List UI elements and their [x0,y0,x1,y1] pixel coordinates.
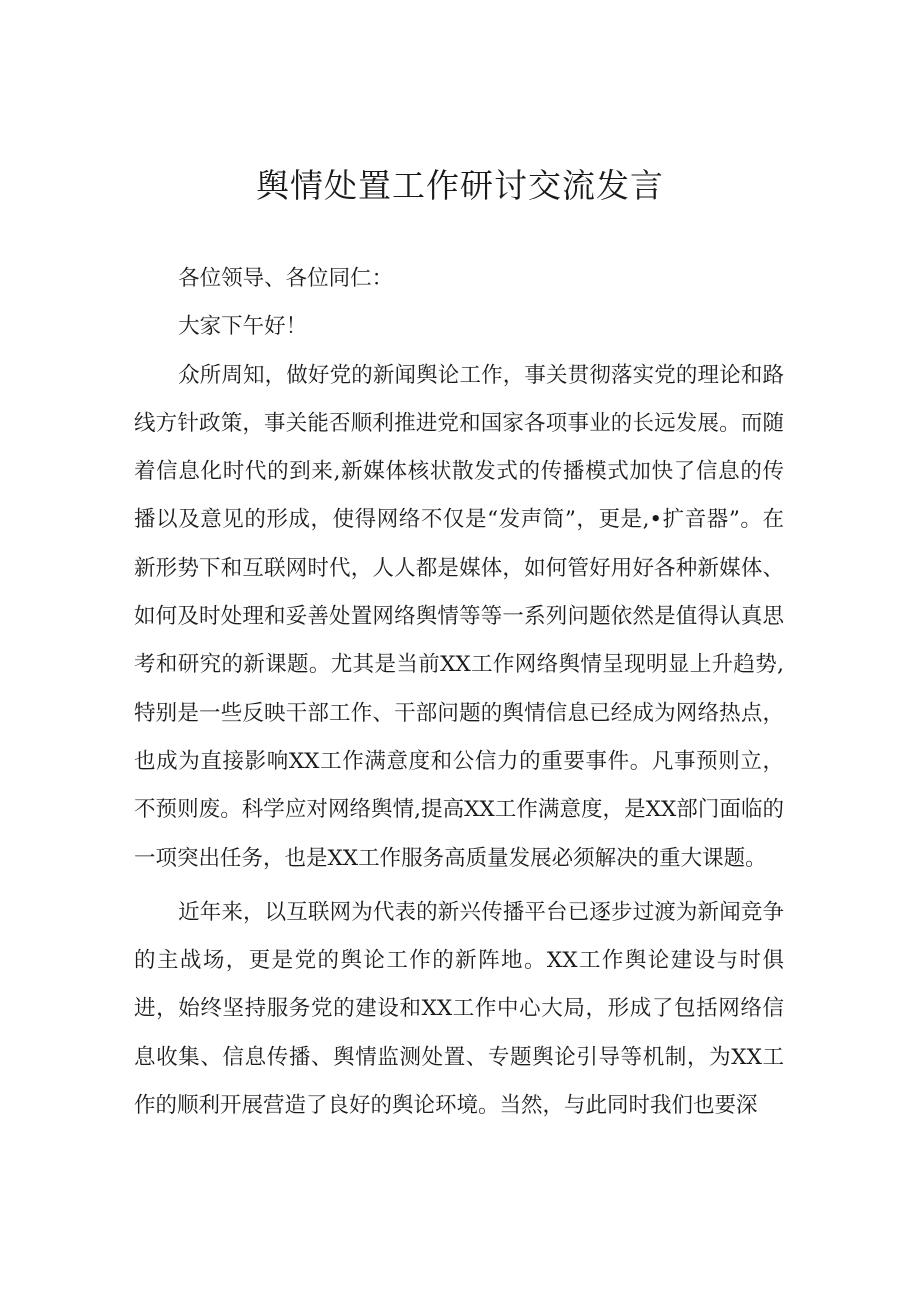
paragraph: 近年来，以互联网为代表的新兴传播平台已逐步过渡为新闻竞争的主战场，更是党的舆论工作的新阵地。XX工作舆论建设与时俱进，始终坚持服务党的建设和XX工作中心大局，形成了包括网络信息收集、信息传播、舆情监测处置、专题舆论引导等机制，为XX工作的顺利开展营造了良好的舆论环境。当然，与此同时我们也要深 [134,899,784,1119]
greeting: 大家下午好！ [178,314,308,340]
document-body [134,255,784,1130]
document-title: 舆情处置工作研讨交流发言 [256,166,664,205]
salutation: 各位领导、各位同仁： [178,266,394,291]
paragraph: 众所周知，做好党的新闻舆论工作，事关贯彻落实党的理论和路线方针政策，事关能否顺利推进党和国家各项事业的长远发展。而随着信息化时代的到来,新媒体核状散发式的传播模式加快了信息的传播以及意见的形成，使得网络不仅是“发声筒”，更是,•扩音器”。在新形势下和互联网时代，人人都是媒体，如何管好用好各种新媒体、如何及时处理和妥善处置网络舆情等等一系列问题依然是值得认真思考和研究的新课题。尤其是当前XX工作网络舆情呈现明显上升趋势,特别是一些反映干部工作、干部问题的舆情信息已经成为网络热点，也成为直接影响XX工作满意度和公信力的重要事件。凡事预则立，不预则废。科学应对网络舆情,提高XX工作满意度，是XX部门面临的一项突出任务，也是XX工作服务高质量发展必须解决的重大课题。 [134,362,784,871]
